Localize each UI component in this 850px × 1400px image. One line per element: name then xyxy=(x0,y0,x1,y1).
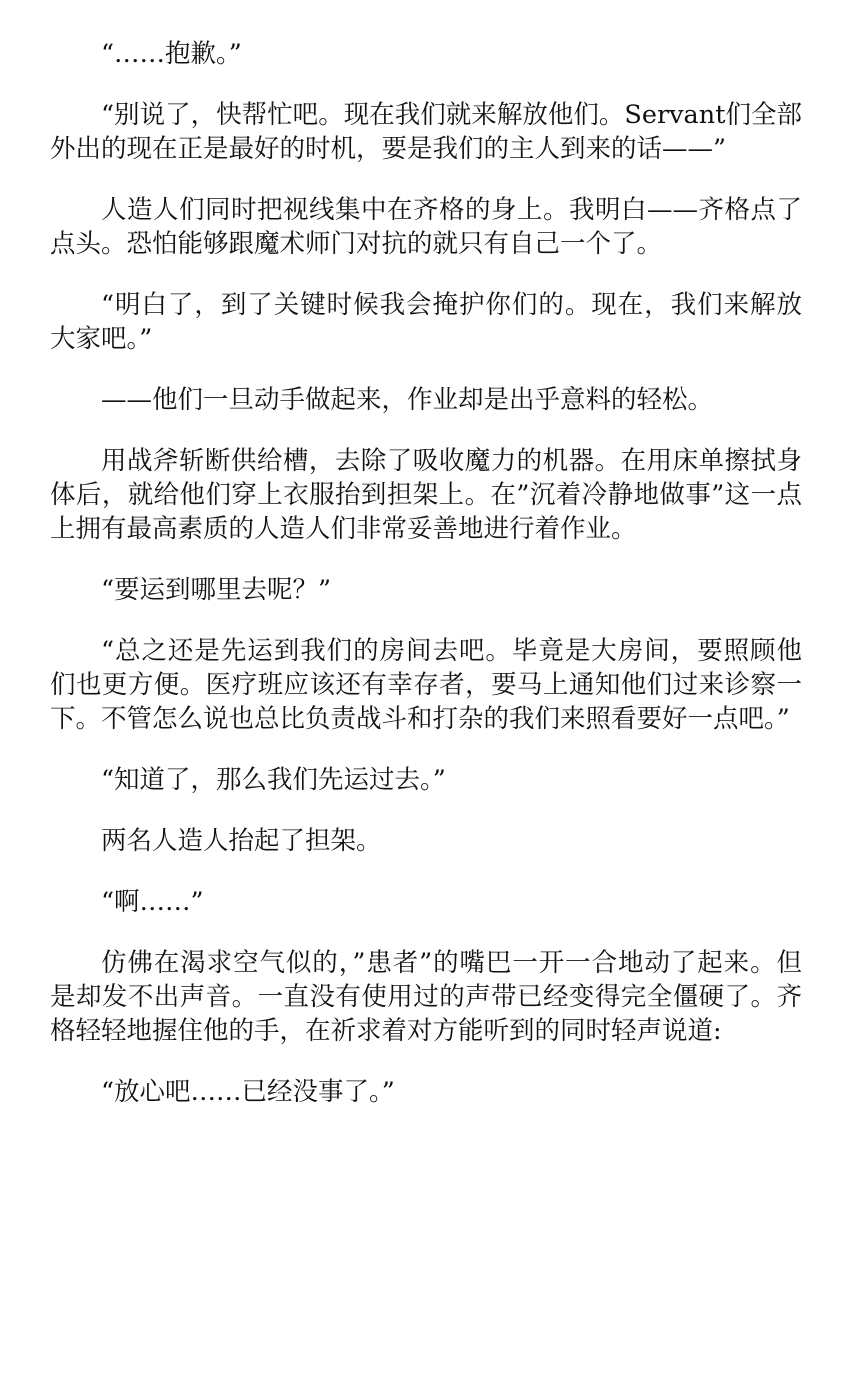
document-page xyxy=(50,37,802,1136)
paragraph: “别说了，快帮忙吧。现在我们就来解放他们。Servant们全部外出的现在正是最好的时机，要是我们的主人到来的话——” xyxy=(50,100,802,164)
paragraph: “放心吧……已经没事了。” xyxy=(101,1077,395,1107)
paragraph: “明白了，到了关键时候我会掩护你们的。现在，我们来解放大家吧。” xyxy=(50,290,802,354)
paragraph: “总之还是先运到我们的房间去吧。毕竟是大房间，要照顾他们也更方便。医疗班应该还有幸存者，要马上通知他们过来诊察一下。不管怎么说也总比负责战斗和打杂的我们来照看要好一点吧。” xyxy=(50,636,802,734)
paragraph: “……抱歉。” xyxy=(101,39,242,69)
paragraph: ——他们一旦动手做起来，作业却是出乎意料的轻松。 xyxy=(101,385,714,415)
paragraph: 两名人造人抬起了担架。 xyxy=(101,826,382,856)
paragraph: “要运到哪里去呢？” xyxy=(101,575,332,605)
paragraph: 用战斧斩断供给槽，去除了吸收魔力的机器。在用床单擦拭身体后，就给他们穿上衣服抬到担架上。在”沉着冷静地做事”这一点上拥有最高素质的人造人们非常妥善地进行着作业。 xyxy=(50,446,802,544)
paragraph: “知道了，那么我们先运过去。” xyxy=(101,765,446,795)
paragraph: “啊……” xyxy=(101,887,204,917)
paragraph: 仿佛在渴求空气似的，”患者”的嘴巴一开一合地动了起来。但是却发不出声音。一直没有使用过的声带已经变得完全僵硬了。齐格轻轻地握住他的手，在祈求着对方能听到的同时轻声说道: xyxy=(50,948,802,1046)
paragraph: 人造人们同时把视线集中在齐格的身上。我明白——齐格点了点头。恐怕能够跟魔术师门对抗的就只有自己一个了。 xyxy=(50,195,802,259)
